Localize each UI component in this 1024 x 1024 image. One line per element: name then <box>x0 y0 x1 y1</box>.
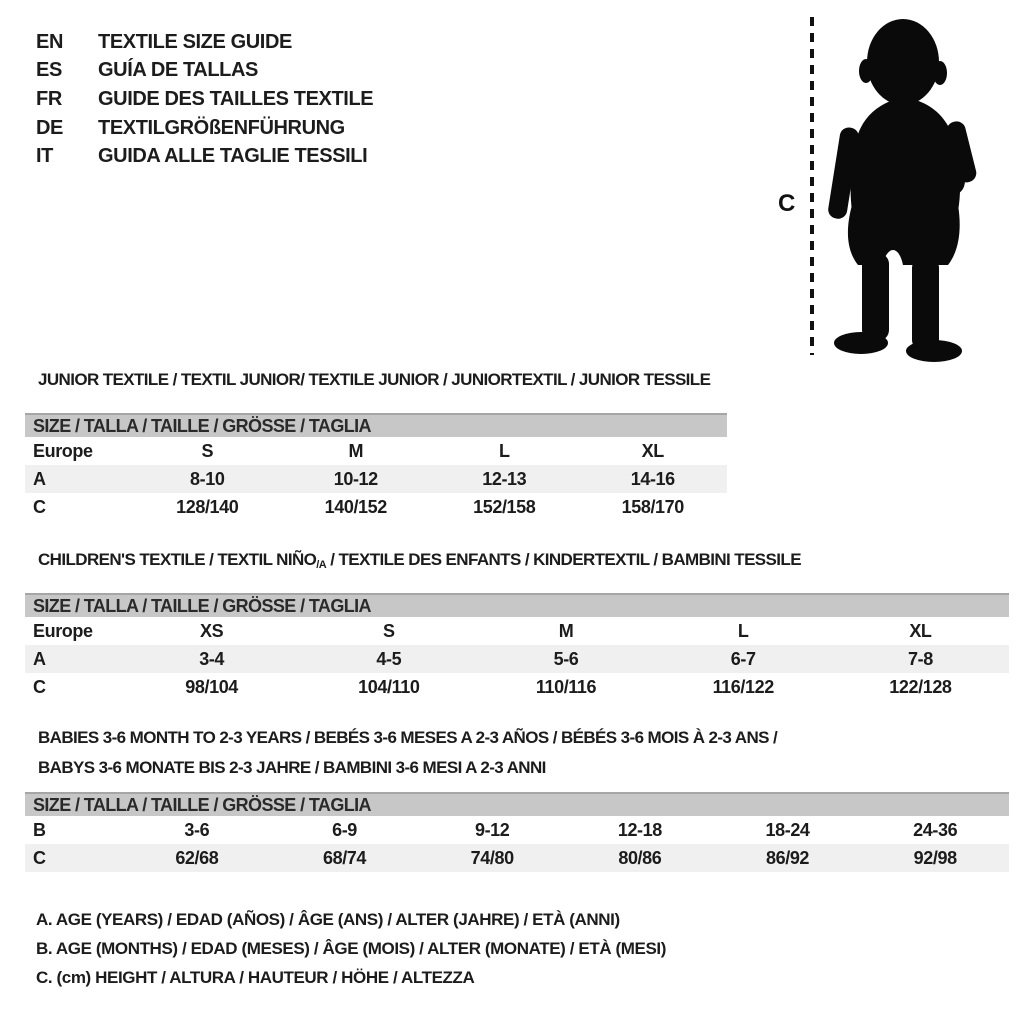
table-row-height <box>25 493 727 521</box>
toddler-silhouette-icon <box>827 19 978 362</box>
size-cell: XS <box>199 620 224 641</box>
children-size-table <box>25 593 1009 701</box>
height-cell: 122/128 <box>889 676 952 697</box>
guide-title: GUÍA DE TALLAS <box>98 59 258 82</box>
age-cell: 5-6 <box>553 648 579 669</box>
size-cell: L <box>498 440 510 461</box>
heading-line: BABIES 3-6 MONTH TO 2-3 YEARS / BEBÉS 3-6 MESES A 2-3 AÑOS / BÉBÉS 3-6 MOIS À 2-3 ANS / <box>38 728 778 747</box>
guide-title: GUIDE DES TAILLES TEXTILE <box>98 87 374 110</box>
height-cell: 98/104 <box>185 676 238 697</box>
height-cell: 80/86 <box>618 847 662 868</box>
size-header-bar: SIZE / TALLA / TAILLE / GRÖSSE / TAGLIA <box>25 593 1009 617</box>
age-cell: 3-6 <box>184 819 210 840</box>
size-cell: M <box>558 620 574 641</box>
language-row <box>36 142 373 171</box>
age-cell: 12-18 <box>617 819 662 840</box>
age-cell: 12-13 <box>482 468 527 489</box>
height-cell: 116/122 <box>712 676 774 697</box>
size-header-bar: SIZE / TALLA / TAILLE / GRÖSSE / TAGLIA <box>25 413 727 437</box>
table-row-age <box>25 645 1009 673</box>
height-measure-label: C <box>778 190 796 217</box>
row-label: C <box>33 676 46 697</box>
size-cell: L <box>737 620 749 641</box>
language-title-list <box>36 28 373 171</box>
height-cell: 158/170 <box>621 496 684 517</box>
age-cell: 18-24 <box>765 819 810 840</box>
row-label: C <box>33 496 46 517</box>
junior-section-heading: JUNIOR TEXTILE / TEXTIL JUNIOR/ TEXTILE JUNIOR / JUNIORTEXTIL / JUNIOR TESSILE <box>38 370 711 389</box>
height-cell: 128/140 <box>176 496 239 517</box>
height-measure-figure <box>762 5 1012 365</box>
age-cell: 8-10 <box>190 468 225 489</box>
language-code: EN <box>36 30 63 53</box>
row-label: A <box>33 468 46 489</box>
age-cell: 14-16 <box>630 468 675 489</box>
table-row-europe <box>25 617 1009 645</box>
height-cell: 92/98 <box>913 847 957 868</box>
babies-size-table <box>25 792 1009 872</box>
age-cell: 10-12 <box>333 468 378 489</box>
height-cell: 140/152 <box>324 496 387 517</box>
babies-section-heading <box>38 723 878 783</box>
age-cell: 24-36 <box>913 819 958 840</box>
language-row <box>36 85 373 114</box>
guide-title: TEXTILE SIZE GUIDE <box>98 30 292 53</box>
height-cell: 86/92 <box>766 847 810 868</box>
language-code: ES <box>36 59 62 82</box>
language-code: FR <box>36 87 62 110</box>
size-cell: S <box>201 440 214 461</box>
age-cell: 9-12 <box>474 819 510 840</box>
age-cell: 3-4 <box>199 648 225 669</box>
table-row-age <box>25 465 727 493</box>
junior-size-table <box>25 413 727 521</box>
row-label: C <box>33 847 46 868</box>
row-label: A <box>33 648 46 669</box>
height-cell: 152/158 <box>473 496 536 517</box>
legend-line-c: C. (cm) HEIGHT / ALTURA / HAUTEUR / HÖHE / ALTEZZA <box>36 968 475 987</box>
row-label: Europe <box>33 620 93 641</box>
legend-line-b: B. AGE (MONTHS) / EDAD (MESES) / ÂGE (MOIS) / ALTER (MONATE) / ETÀ (MESI) <box>36 939 666 958</box>
language-row <box>36 114 373 143</box>
language-code: DE <box>36 116 63 139</box>
table-row-europe <box>25 437 727 465</box>
language-code: IT <box>36 145 53 168</box>
legend-line-a: A. AGE (YEARS) / EDAD (AÑOS) / ÂGE (ANS) / ALTER (JAHRE) / ETÀ (ANNI) <box>36 910 620 929</box>
age-cell: 7-8 <box>908 648 933 669</box>
age-cell: 6-9 <box>332 819 357 840</box>
children-section-heading <box>38 550 801 571</box>
heading-text: / TEXTILE DES ENFANTS / KINDERTEXTIL / BAMBINI TESSILE <box>326 550 801 569</box>
size-header-bar: SIZE / TALLA / TAILLE / GRÖSSE / TAGLIA <box>25 792 1009 816</box>
row-label: Europe <box>33 440 93 461</box>
table-row-height <box>25 673 1009 701</box>
height-cell: 74/80 <box>470 847 514 868</box>
guide-title: TEXTILGRÖßENFÜHRUNG <box>98 116 345 139</box>
height-cell: 110/116 <box>535 676 597 697</box>
height-cell: 68/74 <box>322 847 367 868</box>
age-cell: 6-7 <box>730 648 756 669</box>
size-cell: XL <box>641 440 664 461</box>
height-cell: 62/68 <box>175 847 219 868</box>
heading-subscript: /A <box>316 559 327 571</box>
size-cell: M <box>348 440 364 461</box>
heading-line: BABYS 3-6 MONATE BIS 2-3 JAHRE / BAMBINI 3-6 MESI A 2-3 ANNI <box>38 758 546 777</box>
table-row-months <box>25 816 1009 844</box>
height-cell: 104/110 <box>358 676 420 697</box>
row-label: B <box>33 819 46 840</box>
guide-title: GUIDA ALLE TAGLIE TESSILI <box>98 145 368 168</box>
legend <box>36 905 666 992</box>
language-row <box>36 57 373 86</box>
language-row <box>36 28 373 57</box>
table-row-height <box>25 844 1009 872</box>
size-cell: S <box>383 620 395 641</box>
heading-text: CHILDREN'S TEXTILE / TEXTIL NIÑO <box>38 550 317 569</box>
size-cell: XL <box>909 620 932 641</box>
age-cell: 4-5 <box>376 648 402 669</box>
